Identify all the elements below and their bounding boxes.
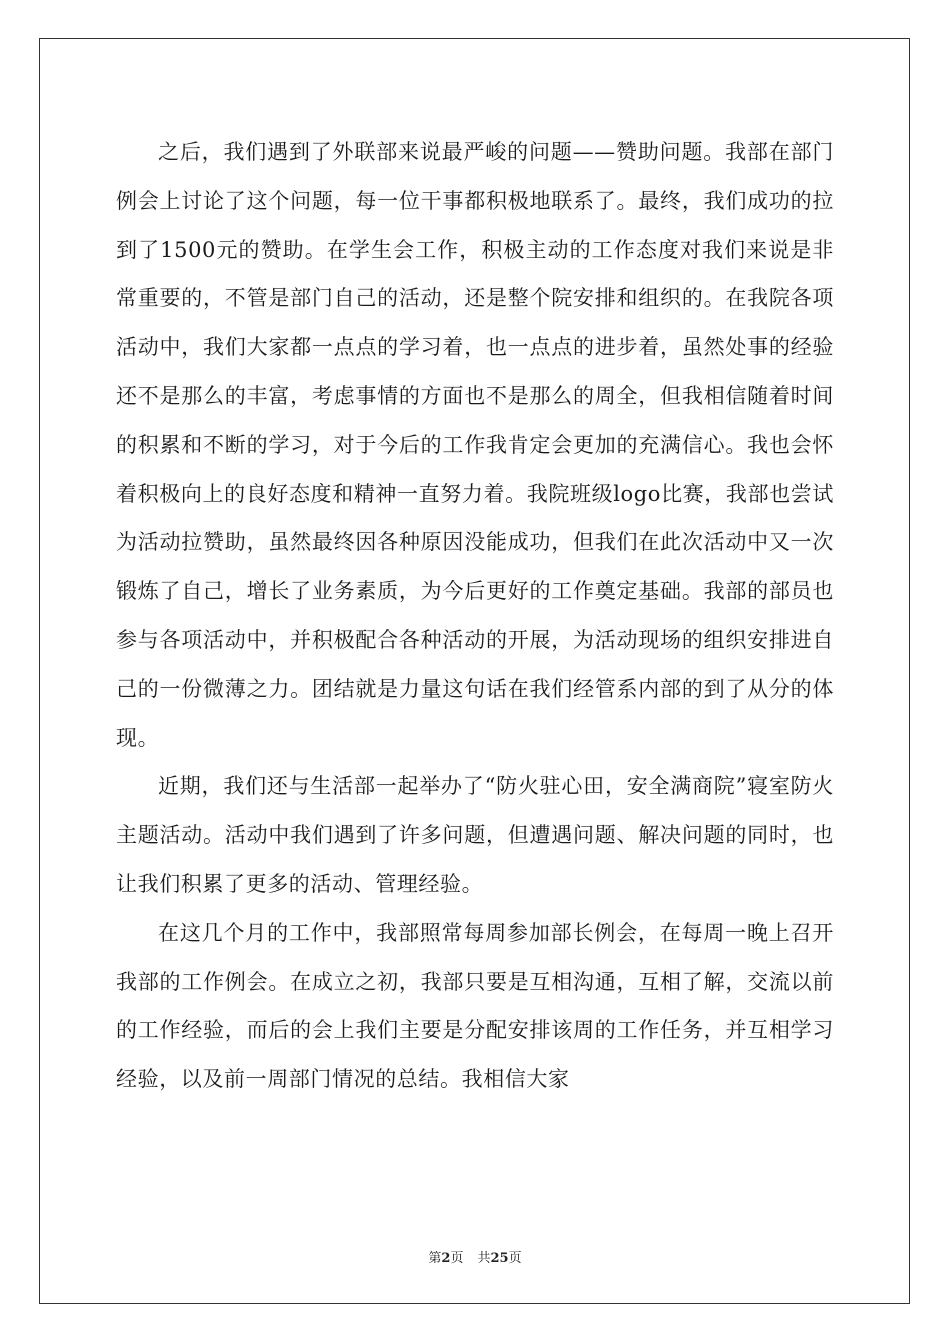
page-footer bbox=[0, 1247, 950, 1266]
page-suffix: 页 bbox=[450, 1251, 464, 1266]
total-pages: 25 bbox=[490, 1251, 509, 1266]
page-number: 2 bbox=[441, 1251, 451, 1266]
total-prefix: 共 bbox=[477, 1251, 491, 1266]
paragraph-2: 近期，我们还与生活部一起举办了“防火驻心田，安全满商院”寝室防火主题活动。活动中我们遇到了许多问题，但遭遇问题、解决问题的同时，也让我们积累了更多的活动、管理经验。 bbox=[116, 774, 834, 896]
total-suffix: 页 bbox=[508, 1251, 522, 1266]
page-prefix: 第 bbox=[428, 1251, 442, 1266]
document-body bbox=[116, 128, 834, 1104]
paragraph-3: 在这几个月的工作中，我部照常每周参加部长例会，在每周一晚上召开我部的工作例会。在成立之初，我部只要是互相沟通，互相了解，交流以前的工作经验，而后的会上我们主要是分配安排该周的工作任务，并互相学习经验，以及前一周部门情况的总结。我相信大家 bbox=[116, 920, 834, 1092]
paragraph-1: 之后，我们遇到了外联部来说最严峻的问题——赞助问题。我部在部门例会上讨论了这个问题，每一位干事都积极地联系了。最终，我们成功的拉到了1500元的赞助。在学生会工作，积极主动的工作态度对我们来说是非常重要的，不管是部门自己的活动，还是整个院安排和组织的。在我院各项活动中，我们大家都一点点的学习着，也一点点的进步着，虽然处事的经验还不是那么的丰富，考虑事情的方面也不是那么的周全，但我相信随着时间的积累和不断的学习，对于今后的工作我肯定会更加的充满信心。我也会怀着积极向上的良好态度和精神一直努力着。我院班级logo比赛，我部也尝试为活动拉赞助，虽然最终因各种原因没能成功，但我们在此次活动中又一次锻炼了自己，增长了业务素质，为今后更好的工作奠定基础。我部的部员也参与各项活动中，并积极配合各种活动的开展，为活动现场的组织安排进自己的一份微薄之力。团结就是力量这句话在我们经管系内部的到了从分的体现。 bbox=[116, 140, 834, 750]
